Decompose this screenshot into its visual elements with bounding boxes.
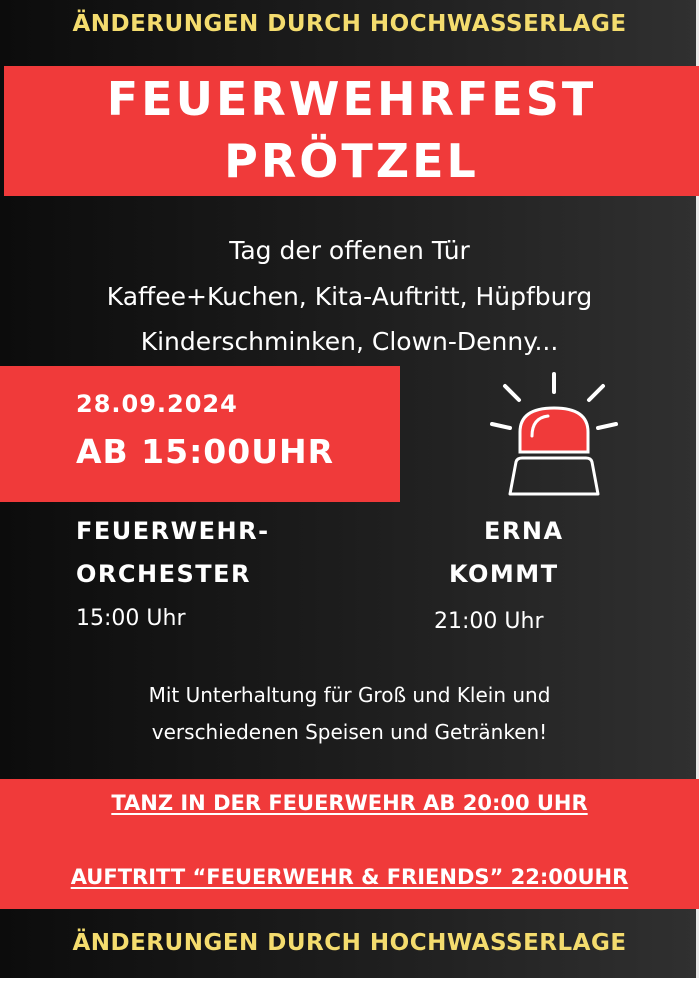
siren-light-icon: [486, 366, 622, 502]
title-line-1: FEUERWEHRFEST: [106, 72, 597, 126]
act-1-name-line-1: FEUERWEHR-: [76, 517, 270, 545]
subtitle-line-2: Kaffee+Kuchen, Kita-Auftritt, Hüpfburg: [106, 282, 593, 311]
act-1-time: 15:00 Uhr: [76, 606, 186, 631]
info-line-1: Mit Unterhaltung für Groß und Klein und: [148, 683, 551, 707]
top-notice: ÄNDERUNGEN DURCH HOCHWASSERLAGE: [72, 11, 627, 37]
title-line-2: PRÖTZEL: [224, 134, 479, 188]
highlights-band: [0, 779, 699, 909]
title-band: [4, 66, 699, 196]
highlight-line-2: AUFTRITT “FEUERWEHR & FRIENDS” 22:00UHR: [70, 865, 629, 889]
event-date: 28.09.2024: [76, 390, 238, 418]
event-start-time: AB 15:00UHR: [76, 432, 335, 471]
subtitle-line-1: Tag der offenen Tür: [229, 236, 470, 265]
info-line-2: verschiedenen Speisen und Getränken!: [151, 720, 548, 744]
act-2-name-line-1: ERNA: [484, 517, 564, 545]
date-band: [0, 366, 400, 502]
act-2-time: 21:00 Uhr: [434, 609, 544, 634]
act-1-name-line-2: ORCHESTER: [76, 560, 252, 588]
highlight-line-1: TANZ IN DER FEUERWEHR AB 20:00 UHR: [111, 791, 588, 815]
act-2-name-line-2: KOMMT: [449, 560, 559, 588]
bottom-edge-strip: [0, 978, 699, 986]
footer-notice: ÄNDERUNGEN DURCH HOCHWASSERLAGE: [72, 930, 627, 956]
subtitle-line-3: Kinderschminken, Clown-Denny...: [140, 327, 559, 356]
